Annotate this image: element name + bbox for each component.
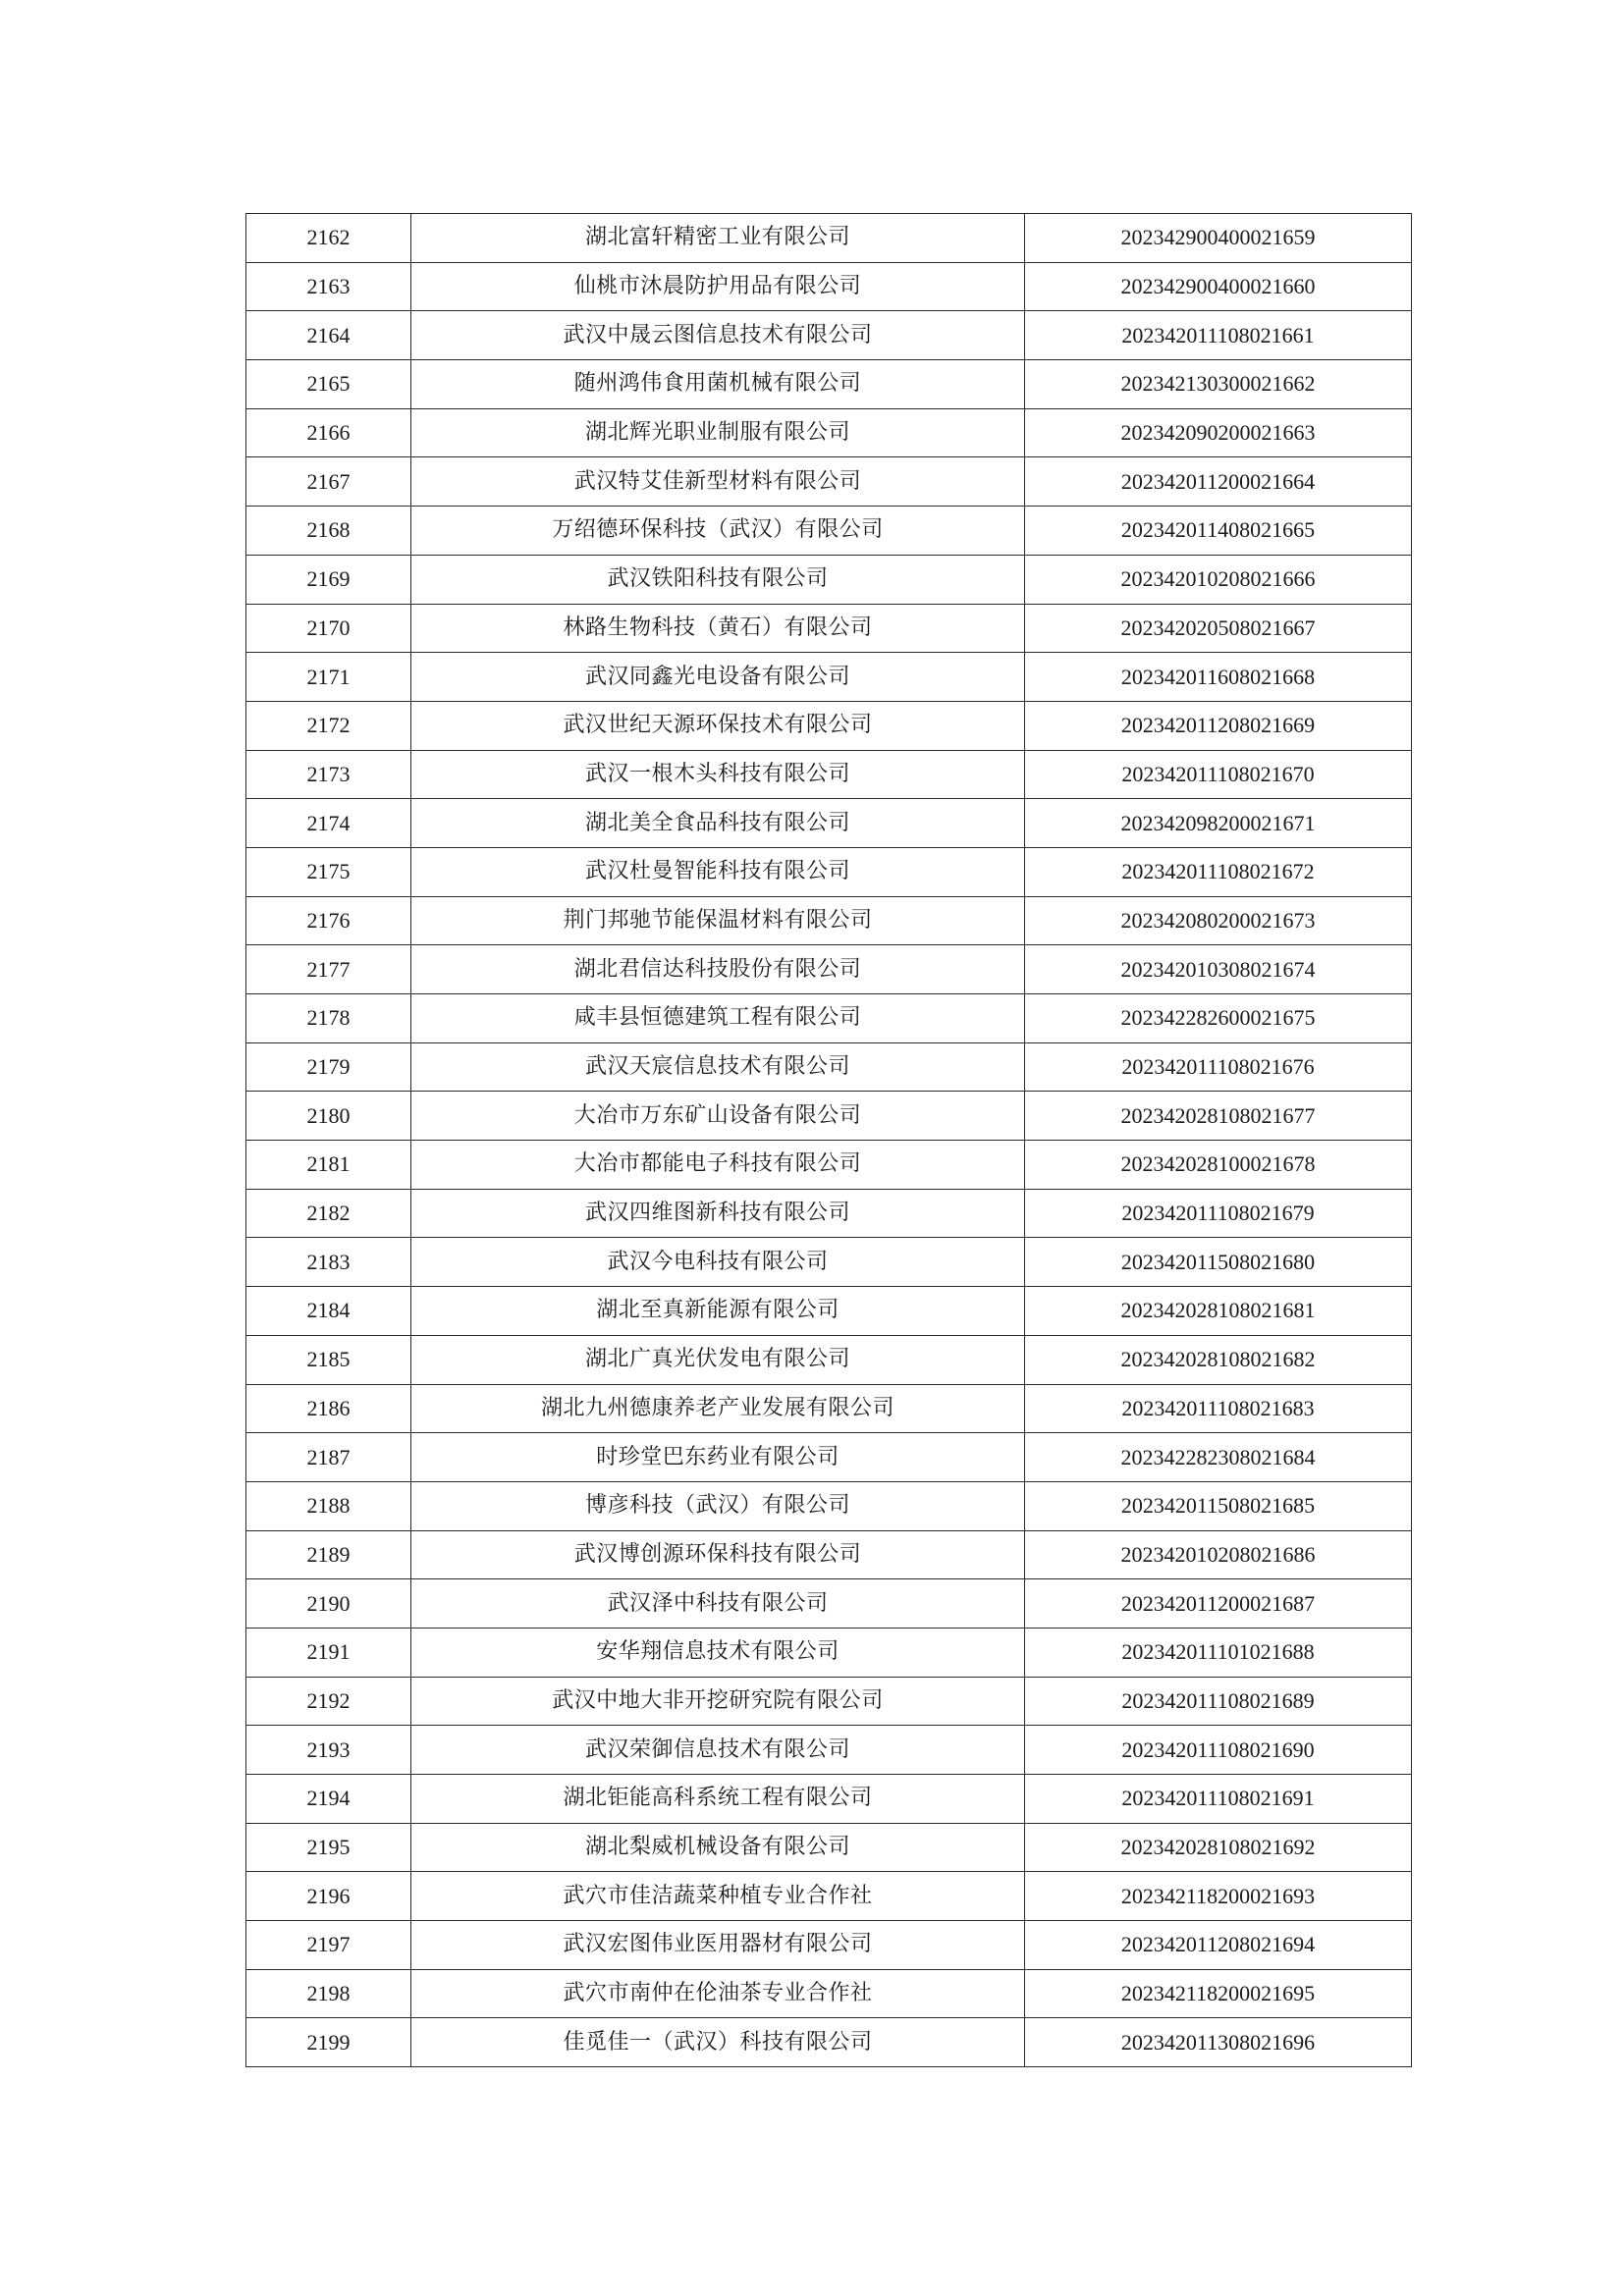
- table-row: [246, 408, 1412, 457]
- company-name: 湖北梨威机械设备有限公司: [411, 1823, 1025, 1872]
- row-index: 2174: [246, 799, 411, 848]
- table-row: [246, 701, 1412, 750]
- registration-code: 202342118200021695: [1025, 1969, 1412, 2018]
- registration-code: 202342282600021675: [1025, 994, 1412, 1043]
- registration-code: 202342090200021663: [1025, 408, 1412, 457]
- registration-code: 202342011108021683: [1025, 1384, 1412, 1433]
- row-index: 2189: [246, 1530, 411, 1579]
- company-name: 武汉今电科技有限公司: [411, 1238, 1025, 1287]
- row-index: 2162: [246, 214, 411, 263]
- registration-code: 202342011108021690: [1025, 1726, 1412, 1775]
- registration-code: 202342028108021682: [1025, 1335, 1412, 1384]
- registration-code: 202342011200021687: [1025, 1579, 1412, 1629]
- company-name: 大冶市万东矿山设备有限公司: [411, 1092, 1025, 1141]
- table-row: [246, 1823, 1412, 1872]
- table-row: [246, 1969, 1412, 2018]
- table-row: [246, 555, 1412, 604]
- registration-code: 202342011308021696: [1025, 2018, 1412, 2067]
- registration-code: 202342118200021693: [1025, 1872, 1412, 1921]
- company-name: 武汉四维图新科技有限公司: [411, 1189, 1025, 1238]
- company-name: 武汉同鑫光电设备有限公司: [411, 653, 1025, 702]
- company-name: 随州鸿伟食用菌机械有限公司: [411, 360, 1025, 409]
- registration-code: 202342011408021665: [1025, 507, 1412, 556]
- company-name: 林路生物科技（黄石）有限公司: [411, 604, 1025, 653]
- table-row: [246, 1775, 1412, 1824]
- table-row: [246, 2018, 1412, 2067]
- row-index: 2194: [246, 1775, 411, 1824]
- table-row: [246, 1141, 1412, 1190]
- row-index: 2165: [246, 360, 411, 409]
- row-index: 2186: [246, 1384, 411, 1433]
- table-row: [246, 1628, 1412, 1677]
- table-row: [246, 1335, 1412, 1384]
- table-row: [246, 214, 1412, 263]
- table-row: [246, 847, 1412, 896]
- registration-code: 202342028108021677: [1025, 1092, 1412, 1141]
- registration-code: 202342028100021678: [1025, 1141, 1412, 1190]
- company-name: 湖北君信达科技股份有限公司: [411, 945, 1025, 994]
- row-index: 2164: [246, 311, 411, 360]
- company-name: 武穴市佳洁蔬菜种植专业合作社: [411, 1872, 1025, 1921]
- row-index: 2182: [246, 1189, 411, 1238]
- table-row: [246, 1384, 1412, 1433]
- row-index: 2180: [246, 1092, 411, 1141]
- table-row: [246, 1481, 1412, 1530]
- registration-code: 202342011108021670: [1025, 750, 1412, 799]
- registration-code: 202342130300021662: [1025, 360, 1412, 409]
- table-row: [246, 1092, 1412, 1141]
- registration-code: 202342011608021668: [1025, 653, 1412, 702]
- row-index: 2188: [246, 1481, 411, 1530]
- company-name: 湖北广真光伏发电有限公司: [411, 1335, 1025, 1384]
- registration-code: 202342011101021688: [1025, 1628, 1412, 1677]
- registration-code: 202342011208021669: [1025, 701, 1412, 750]
- row-index: 2198: [246, 1969, 411, 2018]
- company-name: 武汉一根木头科技有限公司: [411, 750, 1025, 799]
- row-index: 2187: [246, 1433, 411, 1482]
- registration-code: 202342011108021676: [1025, 1042, 1412, 1092]
- company-name: 武汉荣御信息技术有限公司: [411, 1726, 1025, 1775]
- row-index: 2184: [246, 1287, 411, 1336]
- table-row: [246, 750, 1412, 799]
- registration-code: 202342098200021671: [1025, 799, 1412, 848]
- company-name: 武汉中地大非开挖研究院有限公司: [411, 1677, 1025, 1726]
- row-index: 2185: [246, 1335, 411, 1384]
- company-name: 湖北富轩精密工业有限公司: [411, 214, 1025, 263]
- company-name: 武汉天宸信息技术有限公司: [411, 1042, 1025, 1092]
- registration-code: 202342028108021692: [1025, 1823, 1412, 1872]
- registration-code: 202342011108021689: [1025, 1677, 1412, 1726]
- company-name: 博彦科技（武汉）有限公司: [411, 1481, 1025, 1530]
- company-name: 湖北钜能高科系统工程有限公司: [411, 1775, 1025, 1824]
- company-name: 仙桃市沐晨防护用品有限公司: [411, 262, 1025, 311]
- company-name: 安华翔信息技术有限公司: [411, 1628, 1025, 1677]
- registration-code: 202342010308021674: [1025, 945, 1412, 994]
- row-index: 2190: [246, 1579, 411, 1629]
- row-index: 2183: [246, 1238, 411, 1287]
- table-row: [246, 1726, 1412, 1775]
- company-name: 武汉杜曼智能科技有限公司: [411, 847, 1025, 896]
- registration-code: 202342011108021672: [1025, 847, 1412, 896]
- row-index: 2177: [246, 945, 411, 994]
- registration-code: 202342028108021681: [1025, 1287, 1412, 1336]
- registration-code: 202342900400021660: [1025, 262, 1412, 311]
- company-name: 武汉博创源环保科技有限公司: [411, 1530, 1025, 1579]
- row-index: 2173: [246, 750, 411, 799]
- row-index: 2163: [246, 262, 411, 311]
- company-name: 时珍堂巴东药业有限公司: [411, 1433, 1025, 1482]
- table-row: [246, 896, 1412, 945]
- row-index: 2193: [246, 1726, 411, 1775]
- row-index: 2179: [246, 1042, 411, 1092]
- table-row: [246, 1287, 1412, 1336]
- table-row: [246, 994, 1412, 1043]
- company-name: 湖北至真新能源有限公司: [411, 1287, 1025, 1336]
- table-row: [246, 311, 1412, 360]
- registration-code: 202342011108021661: [1025, 311, 1412, 360]
- registration-code: 202342011508021680: [1025, 1238, 1412, 1287]
- table-row: [246, 507, 1412, 556]
- row-index: 2168: [246, 507, 411, 556]
- table-row: [246, 1872, 1412, 1921]
- registration-code: 202342010208021666: [1025, 555, 1412, 604]
- registration-code: 202342020508021667: [1025, 604, 1412, 653]
- table-row: [246, 1433, 1412, 1482]
- registration-code: 202342011508021685: [1025, 1481, 1412, 1530]
- registration-code: 202342900400021659: [1025, 214, 1412, 263]
- row-index: 2196: [246, 1872, 411, 1921]
- table-row: [246, 1189, 1412, 1238]
- table-row: [246, 262, 1412, 311]
- row-index: 2199: [246, 2018, 411, 2067]
- registration-code: 202342011200021664: [1025, 457, 1412, 507]
- table-body: [246, 214, 1412, 2067]
- company-name: 武汉中晟云图信息技术有限公司: [411, 311, 1025, 360]
- company-list-table: [245, 213, 1412, 2067]
- company-name: 咸丰县恒德建筑工程有限公司: [411, 994, 1025, 1043]
- company-name: 湖北九州德康养老产业发展有限公司: [411, 1384, 1025, 1433]
- registration-code: 202342011108021679: [1025, 1189, 1412, 1238]
- company-name: 武汉世纪天源环保技术有限公司: [411, 701, 1025, 750]
- company-name: 万绍德环保科技（武汉）有限公司: [411, 507, 1025, 556]
- row-index: 2176: [246, 896, 411, 945]
- table-row: [246, 653, 1412, 702]
- row-index: 2175: [246, 847, 411, 896]
- company-name: 佳觅佳一（武汉）科技有限公司: [411, 2018, 1025, 2067]
- company-name: 荆门邦驰节能保温材料有限公司: [411, 896, 1025, 945]
- company-name: 湖北美全食品科技有限公司: [411, 799, 1025, 848]
- company-name: 武汉泽中科技有限公司: [411, 1579, 1025, 1629]
- company-name: 武穴市南仲在伦油茶专业合作社: [411, 1969, 1025, 2018]
- table-row: [246, 1921, 1412, 1970]
- registration-code: 202342011208021694: [1025, 1921, 1412, 1970]
- row-index: 2169: [246, 555, 411, 604]
- row-index: 2178: [246, 994, 411, 1043]
- company-name: 大冶市都能电子科技有限公司: [411, 1141, 1025, 1190]
- registration-code: 202342282308021684: [1025, 1433, 1412, 1482]
- row-index: 2167: [246, 457, 411, 507]
- table-row: [246, 360, 1412, 409]
- table-row: [246, 1530, 1412, 1579]
- row-index: 2172: [246, 701, 411, 750]
- company-name: 湖北辉光职业制服有限公司: [411, 408, 1025, 457]
- registration-code: 202342080200021673: [1025, 896, 1412, 945]
- registration-code: 202342010208021686: [1025, 1530, 1412, 1579]
- row-index: 2191: [246, 1628, 411, 1677]
- row-index: 2166: [246, 408, 411, 457]
- row-index: 2181: [246, 1141, 411, 1190]
- table-row: [246, 1238, 1412, 1287]
- company-name: 武汉铁阳科技有限公司: [411, 555, 1025, 604]
- company-name: 武汉特艾佳新型材料有限公司: [411, 457, 1025, 507]
- row-index: 2170: [246, 604, 411, 653]
- row-index: 2195: [246, 1823, 411, 1872]
- row-index: 2192: [246, 1677, 411, 1726]
- table-row: [246, 1677, 1412, 1726]
- company-name: 武汉宏图伟业医用器材有限公司: [411, 1921, 1025, 1970]
- table-row: [246, 457, 1412, 507]
- table-row: [246, 1579, 1412, 1629]
- table-row: [246, 799, 1412, 848]
- table-row: [246, 604, 1412, 653]
- table-row: [246, 945, 1412, 994]
- registration-code: 202342011108021691: [1025, 1775, 1412, 1824]
- row-index: 2171: [246, 653, 411, 702]
- row-index: 2197: [246, 1921, 411, 1970]
- table-row: [246, 1042, 1412, 1092]
